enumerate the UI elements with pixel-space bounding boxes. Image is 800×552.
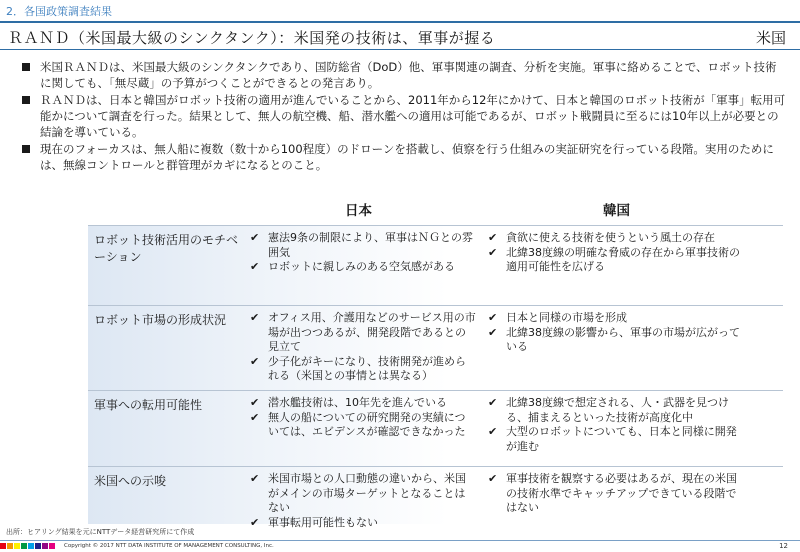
check-item-text: オフィス用、介護用などのサービス用の市場が出つつあるが、開発段階であるとの見立て (268, 311, 476, 353)
check-item (486, 326, 746, 355)
check-item (248, 396, 476, 411)
check-item-text: 米国市場との人口動態の違いから、米国がメインの市場ターゲットとなることはない (268, 472, 466, 514)
cell-korea (486, 231, 746, 275)
check-item (248, 472, 476, 516)
check-item-text: 無人の船についての研究開発の実績については、エビデンスが確認できなかった (268, 410, 466, 438)
check-item-text: 貪欲に使える技術を使うという風土の存在 (506, 231, 715, 244)
checkmark-icon: ✔ (488, 245, 498, 259)
cell-korea (486, 396, 746, 454)
check-item (248, 311, 476, 355)
checkmark-icon: ✔ (250, 311, 260, 324)
logo-dot (7, 543, 13, 549)
checkmark-icon: ✔ (488, 231, 498, 244)
bullet-text: 米国ＲＡＮＤは、米国最大級のシンクタンクであり、国防総省（DoD）他、軍事関連の調査、分析を実施。軍事に絡めることで、ロボット技術に関しても、「無尽蔵」の予算がつくことができるとの発言あり。 (40, 60, 777, 90)
table-header (88, 193, 783, 225)
page-number: 12 (779, 542, 788, 550)
check-item-text: 北緯38度線で想定される、人・武器を見つける、捕まえるといった技術が高度化中 (506, 396, 729, 424)
checkmark-icon: ✔ (488, 425, 498, 438)
check-item-text: ロボットに親しみのある空気感がある (268, 260, 455, 273)
square-bullet-icon (22, 96, 30, 104)
table-row (88, 390, 783, 466)
checkmark-icon: ✔ (250, 396, 260, 409)
checkmark-icon: ✔ (250, 260, 260, 273)
check-item (486, 472, 746, 516)
logo-dot (21, 543, 27, 549)
check-item (486, 425, 746, 454)
check-item (486, 396, 746, 425)
checkmark-icon: ✔ (250, 354, 260, 368)
logo-dot (35, 543, 41, 549)
square-bullet-icon (22, 63, 30, 71)
cell-japan (248, 472, 476, 530)
section-label: 2．各国政策調査結果 (6, 5, 112, 18)
logo-dot (14, 543, 20, 549)
cell-japan (248, 311, 476, 384)
check-item (248, 260, 476, 275)
logo-dot (49, 543, 55, 549)
check-item-text: 軍事技術を観察する必要はあるが、現在の米国の技術水準でキャッチアップできている段階ではない (506, 472, 737, 514)
check-item (248, 411, 476, 440)
logo-dots-icon (0, 543, 56, 551)
bullet-item (18, 59, 788, 91)
cell-korea (486, 472, 746, 516)
column-header-japan: 日本 (345, 203, 372, 219)
check-item-text: 軍事転用可能性もない (268, 515, 378, 529)
square-bullet-icon (22, 145, 30, 153)
table-body (88, 225, 783, 529)
copyright: Copyright © 2017 NTT DATA INSTITUTE OF MANAGEMENT CONSULTING, Inc. (64, 543, 274, 549)
bullet-item (18, 92, 788, 140)
check-item (248, 355, 476, 384)
check-item-text: 大型のロボットについても、日本と同様に開発が進む (506, 425, 737, 453)
logo-dot (28, 543, 34, 549)
row-label: 軍事への転用可能性 (94, 398, 203, 412)
check-item (248, 231, 476, 260)
check-item (486, 311, 746, 326)
row-label: ロボット市場の形成状況 (94, 313, 227, 327)
check-item (248, 516, 476, 531)
check-item-text: 憲法9条の制限により、軍事はＮＧとの雰囲気 (268, 231, 473, 259)
country-label: 米国 (755, 29, 786, 47)
cell-korea (486, 311, 746, 355)
check-item-text: 少子化がキーになり、技術開発が進められる（米国との事情とは異なる） (268, 354, 466, 382)
check-item (486, 231, 746, 246)
table-row (88, 466, 783, 529)
bullet-item (18, 141, 788, 173)
logo-dot (0, 543, 6, 549)
check-item-text: 潜水艦技術は、10年先を進んでいる (268, 396, 447, 409)
comparison-table (88, 193, 783, 529)
column-header-korea: 韓国 (603, 203, 630, 219)
checkmark-icon: ✔ (250, 231, 260, 244)
page-title: ＲＡＮＤ（米国最大級のシンクタンク）：米国発の技術は、軍事が握る (8, 29, 496, 47)
checkmark-icon: ✔ (250, 515, 260, 529)
checkmark-icon: ✔ (488, 396, 498, 409)
source-note: 出所：ヒアリング結果を元にNTTデータ経営研究所にて作成 (6, 528, 195, 536)
table-row (88, 305, 783, 390)
summary-bullets (18, 59, 788, 174)
check-item (486, 246, 746, 275)
table-row (88, 225, 783, 305)
bullet-text: 現在のフォーカスは、無人船に複数（数十から100程度）のドローンを搭載し、偵察を行う仕組みの実証研究を行っている段階。実用のためには、無線コントロールと群管理がカギになるとのこと。 (40, 142, 774, 172)
logo-dot (42, 543, 48, 549)
checkmark-icon: ✔ (250, 472, 260, 485)
check-item-text: 北緯38度線の影響から、軍事の市場が広がっている (506, 325, 740, 353)
title-bar (0, 21, 800, 50)
checkmark-icon: ✔ (488, 311, 498, 324)
footer (0, 540, 800, 552)
checkmark-icon: ✔ (488, 325, 498, 339)
bullet-text: ＲＡＮＤは、日本と韓国がロボット技術の適用が進んでいることから、2011年から12年にかけて、日本と韓国のロボット技術が「軍事」転用可能かについて調査を行った。結果として、無人の航空機、船、潜水艦への適用は可能であるが、ロボット戦闘員に至るには10年以上が必要との結論を導いている。 (40, 93, 786, 139)
check-item-text: 日本と同様の市場を形成 (506, 311, 627, 324)
check-item-text: 北緯38度線の明確な脅威の存在から軍事技術の適用可能性を広げる (506, 245, 740, 273)
cell-japan (248, 231, 476, 275)
cell-japan (248, 396, 476, 440)
row-label: ロボット技術活用のモチベーション (94, 233, 239, 264)
checkmark-icon: ✔ (250, 410, 260, 424)
checkmark-icon: ✔ (488, 472, 498, 485)
row-label: 米国への示唆 (94, 474, 167, 488)
